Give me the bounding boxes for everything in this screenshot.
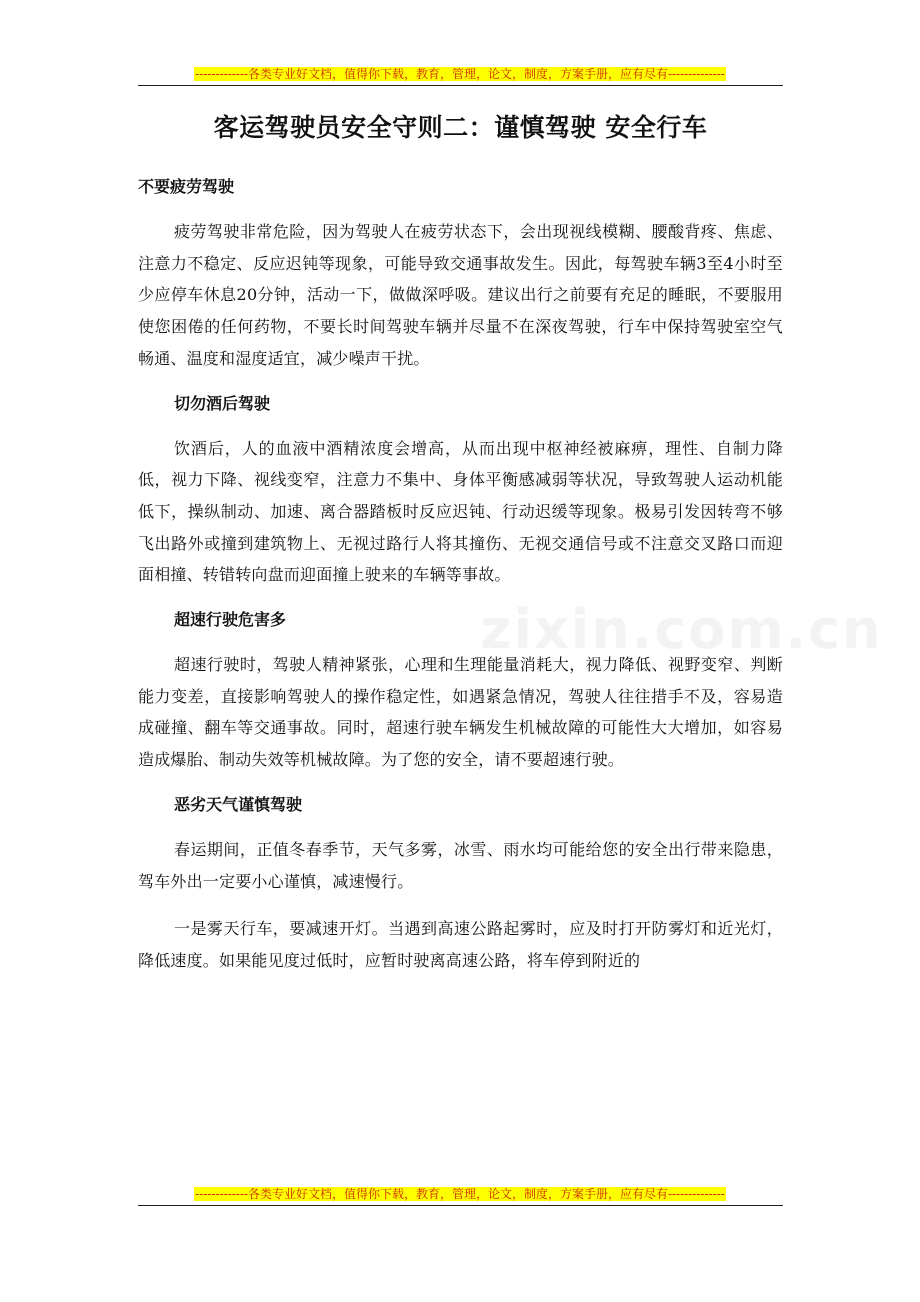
section-heading-speeding: 超速行驶危害多 [174,610,287,630]
section-heading-drunk: 切勿酒后驾驶 [174,393,271,413]
section-paragraph-drunk: 饮酒后，人的血液中酒精浓度会增高，从而出现中枢神经被麻痹，理性、自制力降低，视力下降、视线变窄，注意力不集中、身体平衡感减弱等状况，导致驾驶人运动机能低下，操纵制动、加速、离合器踏板时反应迟钝、行动迟缓等现象。极易引发因转弯不够飞出路外或撞到建筑物上、无视过路行人将其撞伤、无视交通信号或不注意交叉路口而迎面相撞、转错转向盘而迎面撞上驶来的车辆等事故。 [138,438,783,585]
section-paragraph-speeding: 超速行驶时，驾驶人精神紧张，心理和生理能量消耗大，视力降低、视野变窄、判断能力变差，直接影响驾驶人的操作稳定性，如遇紧急情况，驾驶人往往措手不及，容易造成碰撞、翻车等交通事故。同时，超速行驶车辆发生机械故障的可能性大大增加，如容易造成爆胎、制动失效等机械故障。为了您的安全，请不要超速行驶。 [138,655,783,770]
section-paragraph-fatigue: 疲劳驾驶非常危险，因为驾驶人在疲劳状态下，会出现视线模糊、腰酸背疼、焦虑、注意力不稳定、反应迟钝等现象，可能导致交通事故发生。因此，每驾驶车辆3至4小时至少应停车休息20分钟，活动一下，做做深呼吸。建议出行之前要有充足的睡眠，不要服用使您困倦的任何药物，不要长时间驾驶车辆并尽量不在深夜驾驶，行车中保持驾驶室空气畅通、温度和湿度适宜，减少噪声干扰。 [138,222,783,368]
section-paragraph-weather-intro: 春运期间，正值冬春季节，天气多雾，冰雪、雨水均可能给您的安全出行带来隐患，驾车外出一定要小心谨慎，减速慢行。 [138,839,783,891]
watermark: zixin.com.cn [480,598,883,661]
footer-banner [0,1186,920,1203]
section-heading-weather: 恶劣天气谨慎驾驶 [174,794,303,814]
header-rule [138,85,783,86]
header-banner-text: -------------各类专业好文档，值得你下载，教育，管理，论文，制度，方案手册，应有尽有-------------- [195,67,725,81]
header-banner [0,66,920,83]
footer-banner-text: -------------各类专业好文档，值得你下载，教育，管理，论文，制度，方案手册，应有尽有-------------- [195,1187,725,1201]
section-heading-fatigue: 不要疲劳驾驶 [138,177,235,196]
section-paragraph-weather-fog: 一是雾天行车，要减速开灯。当遇到高速公路起雾时，应及时打开防雾灯和近光灯，降低速度。如果能见度过低时，应暂时驶离高速公路，将车停到附近的 [138,919,783,970]
document-title: 客运驾驶员安全守则二：谨慎驾驶 安全行车 [213,113,708,142]
footer-rule [138,1205,783,1206]
document-body [138,110,783,993]
